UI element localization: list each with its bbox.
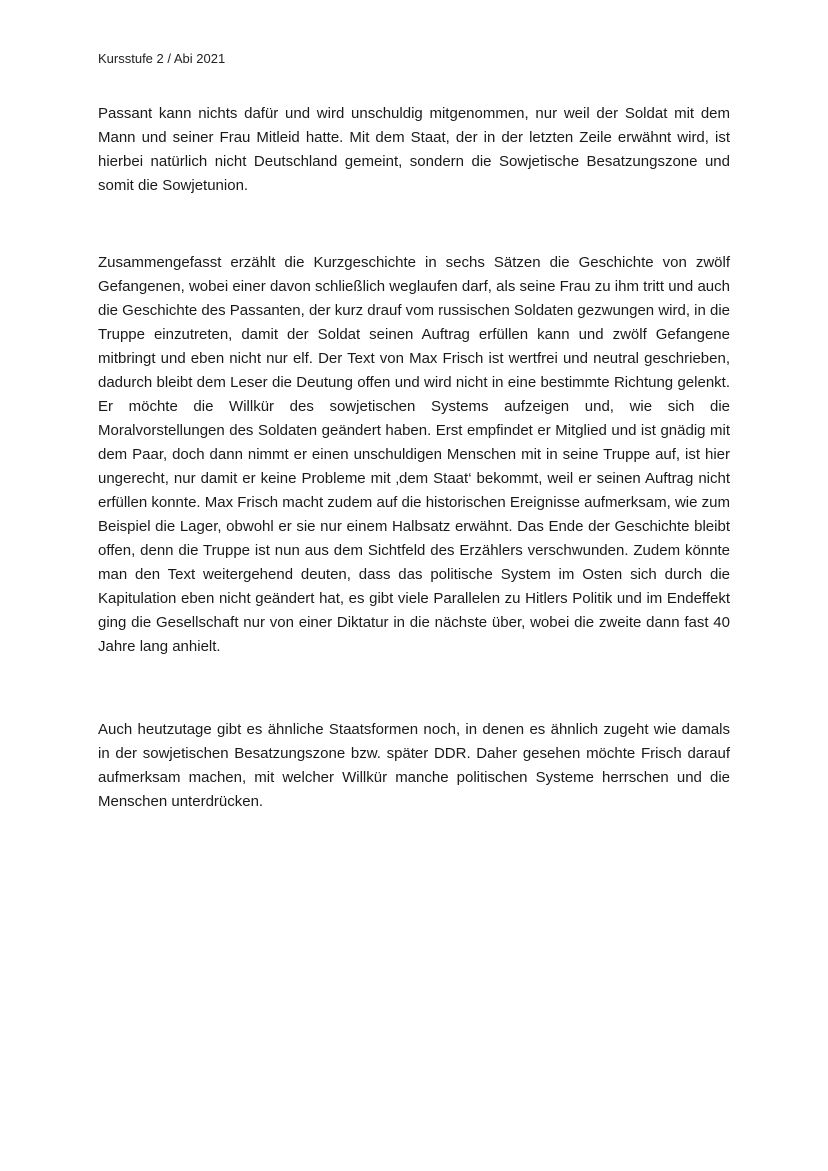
paragraph-1: Passant kann nichts dafür und wird unschuldig mitgenommen, nur weil der Soldat mit dem Mann und seiner Frau Mitleid hatte. Mit dem Staat, der in der letzten Zeile erwähnt wird, ist hierbei natürlich nicht Deutschland gemeint, sondern die Sowjetische Besatzungszone und somit die Sowjetunion. — [98, 105, 730, 194]
page-header: Kursstufe 2 / Abi 2021 — [98, 51, 226, 66]
paragraph-2: Zusammengefasst erzählt die Kurzgeschichte in sechs Sätzen die Geschichte von zwölf Gefangenen, wobei einer davon schließlich weglaufen darf, als seine Frau zu ihm tritt und auch die Geschichte des Passanten, der kurz drauf vom russischen Soldaten gezwungen wird, in die Truppe einzutreten, damit der Soldat seinen Auftrag erfüllen kann und zwölf Gefangene mitbringt und eben nicht nur elf. Der Text von Max Frisch ist wertfrei und neutral geschrieben, dadurch bleibt dem Leser die Deutung offen und wird nicht in eine bestimmte Richtung gelenkt. Er möchte die Willkür des sowjetischen Systems aufzeigen und, wie sich die Moralvorstellungen des Soldaten geändert haben. Erst empfindet er Mitglied und ist gnädig mit dem Paar, doch dann nimmt er einen unschuldigen Menschen mit in seine Truppe auf, ist hier ungerecht, nur damit er keine Probleme mit ‚dem Staat‘ bekommt, weil er seinen Auftrag nicht erfüllen konnte. Max Frisch macht zudem auf die historischen Ereignisse aufmerksam, wie zum Beispiel die Lager, obwohl er sie nur einem Halbsatz erwähnt. Das Ende der Geschichte bleibt offen, denn die Truppe ist nun aus dem Sichtfeld des Erzählers verschwunden. Zudem könnte man den Text weitergehend deuten, dass das politische System im Osten sich durch die Kapitulation eben nicht geändert hat, es gibt viele Parallelen zu Hitlers Politik und im Endeffekt ging die Gesellschaft nur von einer Diktatur in die nächste über, wobei die zweite dann fast 40 Jahre lang anhielt. — [98, 254, 731, 655]
paragraph-3: Auch heutzutage gibt es ähnliche Staatsformen noch, in denen es ähnlich zugeht wie damals in der sowjetischen Besatzungszone bzw. später DDR. Daher gesehen möchte Frisch darauf aufmerksam machen, mit welcher Willkür manche politischen Systeme herrschen und die Menschen unterdrücken. — [98, 721, 730, 810]
